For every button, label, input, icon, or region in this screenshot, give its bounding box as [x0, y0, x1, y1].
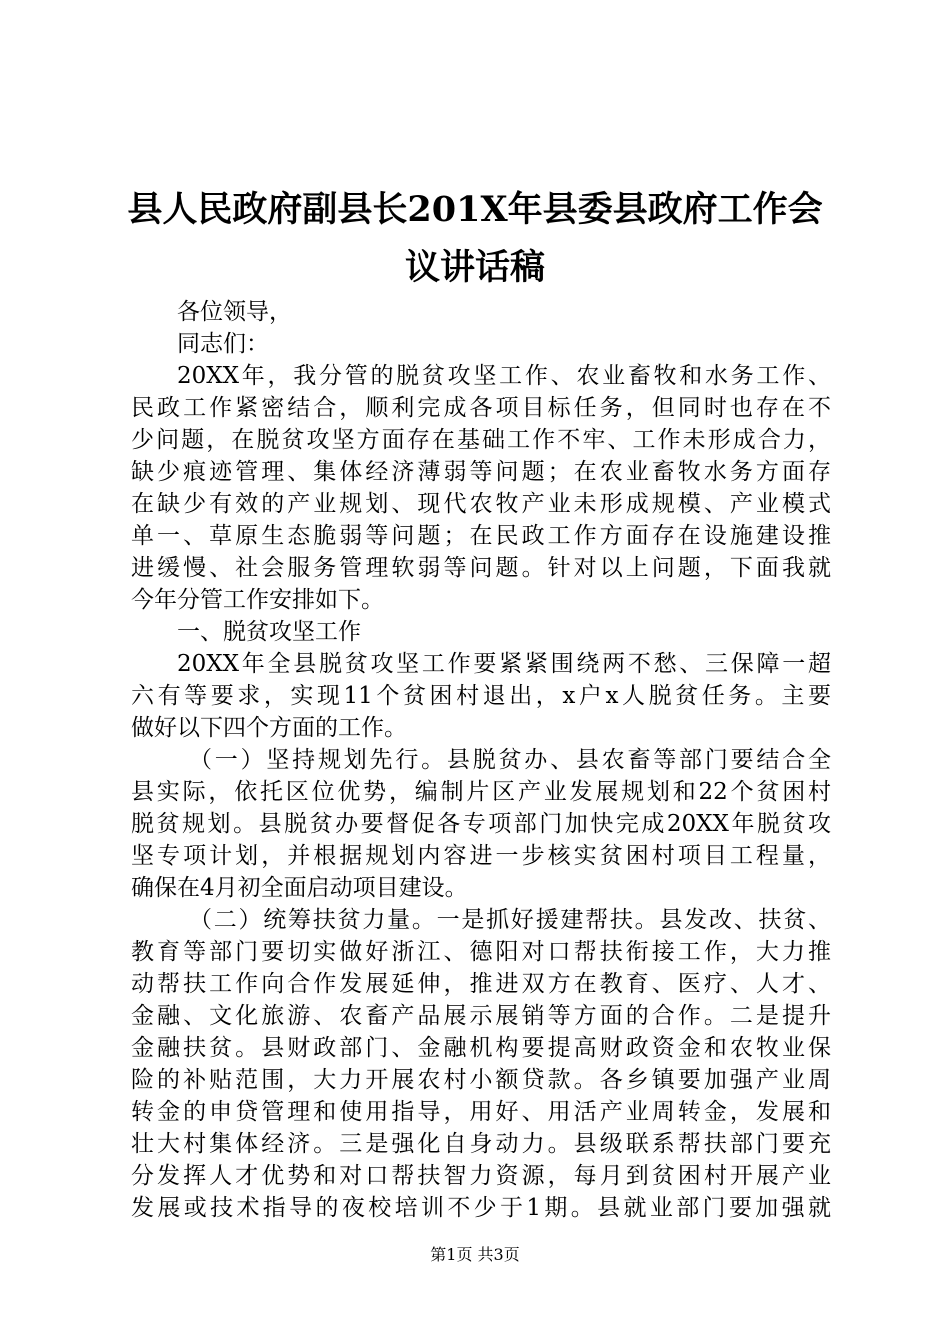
page-footer: 第1页 共3页 [430, 1245, 520, 1264]
body-text-line: 金融扶贫。县财政部门、金融机构要提高财政资金和农牧业保 [131, 1035, 831, 1061]
body-text-line: 脱贫规划。县脱贫办要督促各专项部门加快完成20XX年脱贫攻 [131, 811, 831, 837]
body-text-line: 转金的申贷管理和使用指导，用好、用活产业周转金，发展和 [131, 1099, 831, 1125]
body-text-line: 坚专项计划，并根据规划内容进一步核实贫困村项目工程量， [131, 843, 831, 869]
body-text-line: 六有等要求，实现11个贫困村退出，x户x人脱贫任务。主要 [131, 683, 831, 709]
body-text-line: 动帮扶工作向合作发展延伸，推进双方在教育、医疗、人才、 [131, 971, 831, 997]
body-text-line: 缺少痕迹管理、集体经济薄弱等问题；在农业畜牧水务方面存 [131, 459, 831, 485]
body-text-line: 壮大村集体经济。三是强化自身动力。县级联系帮扶部门要充 [131, 1131, 831, 1157]
document-body [131, 296, 831, 1224]
body-text-line: 金融、文化旅游、农畜产品展示展销等方面的合作。二是提升 [131, 1003, 831, 1029]
body-text-line: 同志们： [177, 331, 269, 357]
body-text-line: 一、脱贫攻坚工作 [177, 619, 361, 645]
body-text-line: 县实际，依托区位优势，编制片区产业发展规划和22个贫困村 [131, 779, 831, 805]
body-text-line: （一）坚持规划先行。县脱贫办、县农畜等部门要结合全 [189, 747, 831, 773]
body-text-line: 少问题，在脱贫攻坚方面存在基础工作不牢、工作未形成合力， [131, 427, 831, 453]
body-text-line: 20XX年，我分管的脱贫攻坚工作、农业畜牧和水务工作、 [177, 363, 831, 389]
body-text-line: 民政工作紧密结合，顺利完成各项目标任务，但同时也存在不 [131, 395, 831, 421]
body-text-line: 分发挥人才优势和对口帮扶智力资源，每月到贫困村开展产业 [131, 1163, 831, 1189]
body-text-line: 发展或技术指导的夜校培训不少于1期。县就业部门要加强就 [131, 1195, 831, 1221]
body-text-line: （二）统筹扶贫力量。一是抓好援建帮扶。县发改、扶贫、 [189, 907, 831, 933]
body-text-line: 做好以下四个方面的工作。 [131, 715, 407, 741]
body-text-line: 在缺少有效的产业规划、现代农牧产业未形成规模、产业模式 [131, 491, 831, 517]
body-text-line: 各位领导， [177, 299, 292, 325]
body-text-line: 确保在4月初全面启动项目建设。 [131, 875, 468, 901]
body-text-line: 单一、草原生态脆弱等问题；在民政工作方面存在设施建设推 [131, 523, 831, 549]
body-text-line: 险的补贴范围，大力开展农村小额贷款。各乡镇要加强产业周 [131, 1067, 831, 1093]
body-text-line: 教育等部门要切实做好浙江、德阳对口帮扶衔接工作，大力推 [131, 939, 831, 965]
document-title-line-1: 县人民政府副县长201X年县委县政府工作会 [127, 189, 823, 230]
document-title-line-2: 议讲话稿 [404, 247, 545, 288]
body-text-line: 20XX年全县脱贫攻坚工作要紧紧围绕两不愁、三保障一超 [177, 651, 831, 677]
body-text-line: 进缓慢、社会服务管理软弱等问题。针对以上问题，下面我就 [131, 555, 831, 581]
body-text-line: 今年分管工作安排如下。 [131, 587, 384, 613]
